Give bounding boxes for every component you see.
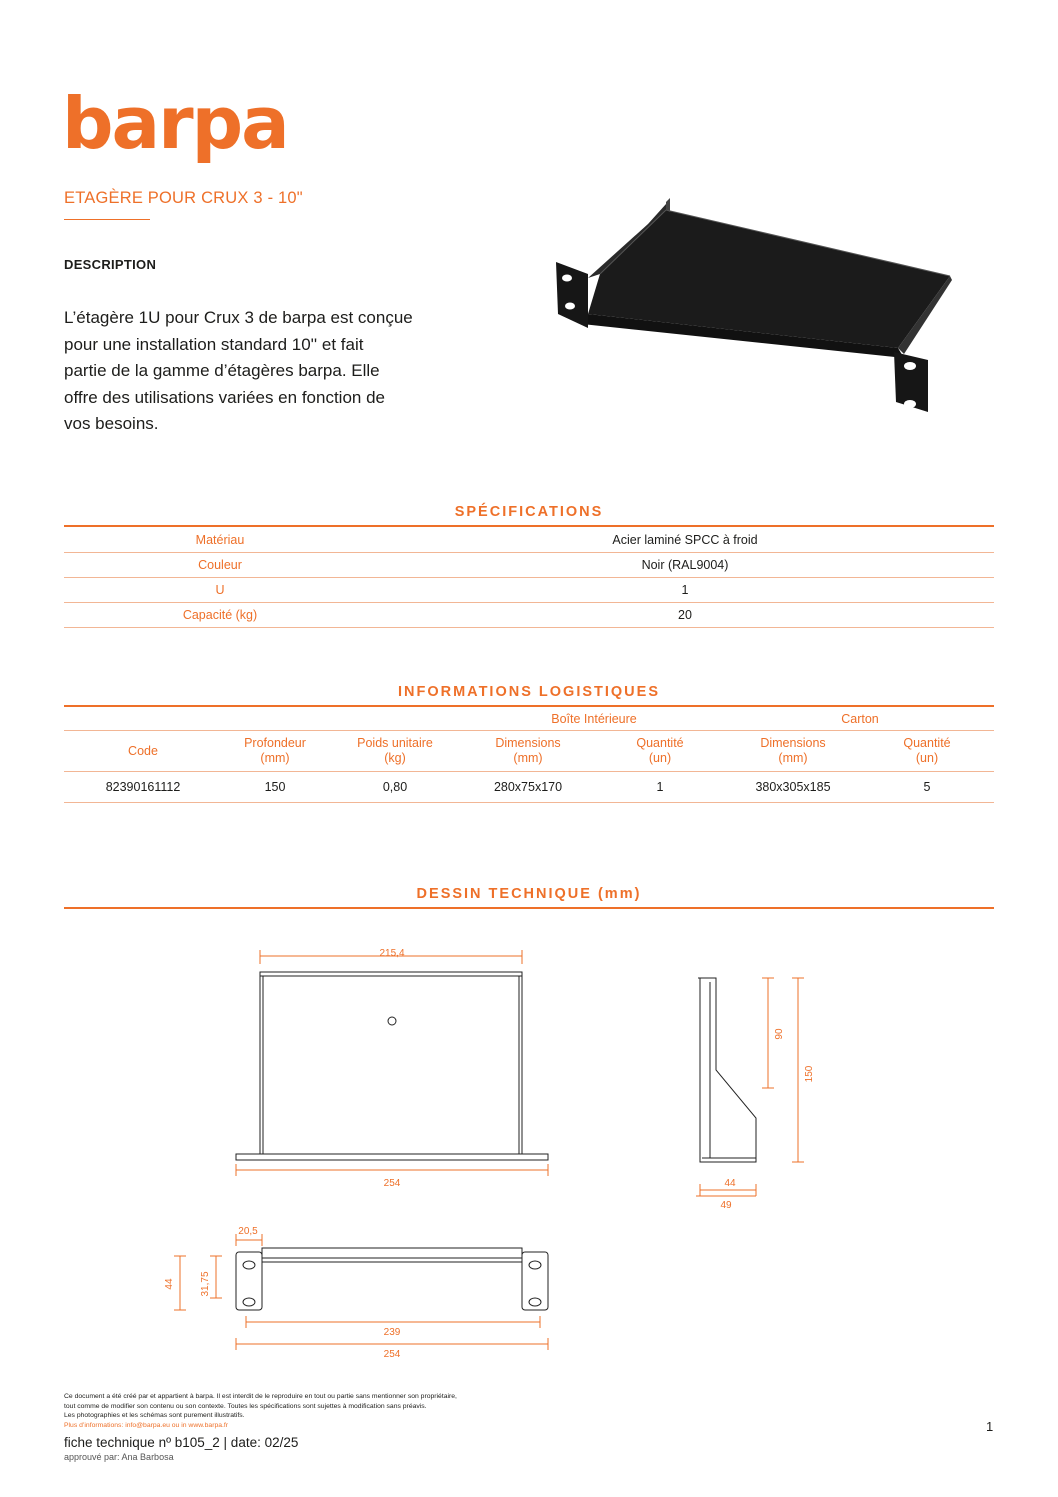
title-underline: [64, 219, 150, 220]
group-inner-box: Boîte Intérieure: [462, 707, 726, 731]
sheet-id: fiche technique nº b105_2 | date: 02/25: [64, 1435, 299, 1450]
cell-inner-quantity: 1: [594, 772, 726, 803]
header-weight: Poids unitaire (kg): [328, 731, 462, 772]
group-empty: [64, 707, 462, 731]
technical-drawing: [150, 930, 850, 1370]
footer-note: Les photographies et les schémas sont purement illustratifs.: [64, 1412, 245, 1420]
dim-side-large: 49: [720, 1200, 732, 1211]
specifications-title: SPÉCIFICATIONS: [454, 504, 604, 520]
cell-weight: 0,80: [328, 772, 462, 803]
cell-carton-dimensions: 380x305x185: [726, 772, 860, 803]
table-group-header-row: [64, 707, 994, 731]
header-carton-dimensions: Dimensions (mm): [726, 731, 860, 772]
spec-label: U: [64, 578, 376, 603]
footer-notes: [64, 1392, 457, 1430]
logistics-table: [64, 707, 994, 803]
footer-note: Ce document a été créé par et appartient à barpa. Il est interdit de le reproduire en tout ou partie sans mentionner son propriétaire,: [64, 1393, 457, 1400]
dim-front-width: 254: [383, 1349, 401, 1360]
spec-value: Noir (RAL9004): [376, 553, 994, 578]
dim-side-upper: 90: [774, 1028, 785, 1040]
technical-drawing-rule: [64, 907, 994, 909]
document-title: ETAGÈRE POUR CRUX 3 - 10": [64, 189, 303, 207]
footer-note: tout comme de modifier son contenu ou son contexte. Toutes les spécifications sont sujettes à modification sans préavis.: [64, 1402, 427, 1410]
description-line: pour une installation standard 10'' et fait: [64, 334, 364, 354]
dim-side-total: 150: [804, 1065, 815, 1083]
table-row: [64, 528, 994, 553]
spec-label: Matériau: [64, 528, 376, 553]
dim-front-inner-height: 31,75: [200, 1271, 211, 1297]
description-line: vos besoins.: [64, 414, 159, 434]
product-image: [548, 196, 958, 421]
cell-carton-quantity: 5: [860, 772, 994, 803]
cell-inner-dimensions: 280x75x170: [462, 772, 594, 803]
technical-drawing-title: DESSIN TECHNIQUE (mm): [416, 886, 642, 902]
header-inner-quantity: Quantité (un): [594, 731, 726, 772]
header-depth: Profondeur (mm): [222, 731, 328, 772]
description-line: partie de la gamme d’étagères barpa. Elle: [64, 361, 380, 381]
description-heading: DESCRIPTION: [64, 257, 157, 272]
spec-value: Acier laminé SPCC à froid: [376, 528, 994, 553]
spec-label: Capacité (kg): [64, 603, 376, 628]
dim-top-width: 215,4: [379, 948, 405, 959]
table-row: [64, 772, 994, 803]
dim-front-offset: 20,5: [238, 1226, 258, 1237]
spec-label: Couleur: [64, 553, 376, 578]
specifications-table: [64, 528, 994, 628]
header-code: Code: [64, 731, 222, 772]
specifications-rule: [64, 525, 994, 527]
table-row: [64, 578, 994, 603]
approved-by: approuvé par: Ana Barbosa: [64, 1452, 174, 1462]
header-carton-quantity: Quantité (un): [860, 731, 994, 772]
dim-side-small: 44: [724, 1178, 736, 1189]
dim-front-inner-width: 239: [383, 1327, 401, 1338]
table-header-row: [64, 731, 994, 772]
dim-bottom-width: 254: [383, 1178, 401, 1189]
cell-code: 82390161112: [64, 772, 222, 803]
description-text: [64, 305, 464, 438]
table-row: [64, 553, 994, 578]
description-line: L’étagère 1U pour Crux 3 de barpa est conçue: [64, 308, 413, 327]
barpa-logo: [62, 94, 288, 166]
header-inner-dimensions: Dimensions (mm): [462, 731, 594, 772]
spec-value: 20: [376, 603, 994, 628]
description-line: offre des utilisations variées en fonction de: [64, 387, 385, 407]
dim-front-height: 44: [164, 1278, 175, 1290]
logistics-title: INFORMATIONS LOGISTIQUES: [397, 684, 660, 700]
page-number: 1: [986, 1419, 994, 1434]
spec-value: 1: [376, 578, 994, 603]
table-row: [64, 603, 994, 628]
cell-depth: 150: [222, 772, 328, 803]
svg-text:barpa: barpa: [62, 94, 288, 165]
group-carton: Carton: [726, 707, 994, 731]
footer-contact: Plus d’informations: info@barpa.eu ou in www.barpa.fr: [64, 1421, 229, 1429]
